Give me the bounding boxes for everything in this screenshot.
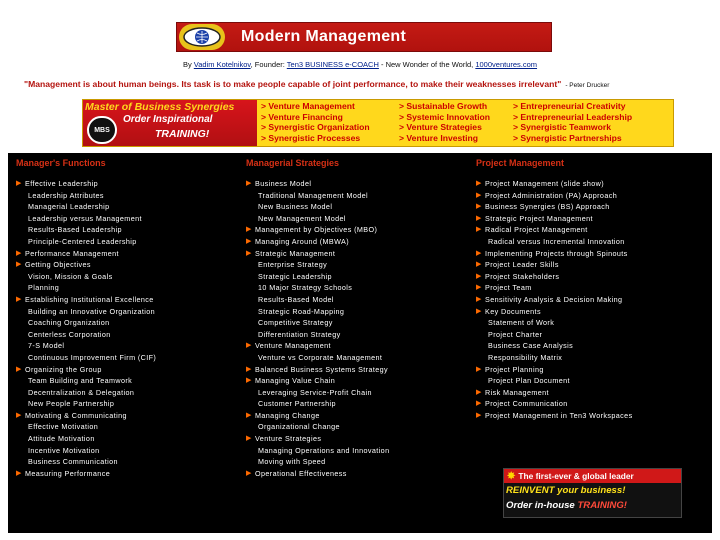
- topic-link[interactable]: [246, 178, 470, 190]
- topic-link[interactable]: [16, 306, 240, 318]
- topic-link[interactable]: [246, 445, 470, 457]
- topic-label: Venture vs Corporate Management: [258, 352, 383, 362]
- topic-label: Centerless Corporation: [28, 329, 111, 339]
- arrow-right-icon: ▶: [476, 203, 482, 211]
- topic-link[interactable]: [16, 468, 240, 480]
- topic-label: Decentralization & Delegation: [28, 387, 135, 397]
- topic-link[interactable]: [16, 433, 240, 445]
- arrow-right-icon: ▶: [16, 411, 22, 419]
- topic-label: Project Administration (PA) Approach: [485, 190, 618, 200]
- topic-label: Implementing Projects through Spinouts: [485, 248, 628, 258]
- topic-link[interactable]: [246, 468, 470, 480]
- mbs-heading: Master of Business Synergies: [85, 101, 235, 113]
- column-managers-functions: [16, 157, 240, 479]
- arrow-right-icon: ▶: [476, 214, 482, 222]
- topic-label: Management by Objectives (MBO): [255, 225, 378, 235]
- topic-label: Establishing Institutional Excellence: [25, 294, 154, 304]
- topic-label: Attitude Motivation: [28, 434, 95, 444]
- mbs-link[interactable]: > Entrepreneurial Creativity: [513, 101, 626, 111]
- topic-label: Project Charter: [488, 329, 543, 339]
- topic-link[interactable]: [246, 375, 470, 387]
- topic-link[interactable]: [476, 236, 704, 248]
- topic-link[interactable]: [246, 456, 470, 468]
- topic-link[interactable]: [476, 410, 704, 422]
- arrow-right-icon: ▶: [246, 180, 252, 187]
- arrow-right-icon: ▶: [16, 261, 22, 269]
- topic-link[interactable]: [246, 352, 470, 364]
- mbs-link[interactable]: > Sustainable Growth: [399, 101, 488, 111]
- mbs-link[interactable]: > Synergistic Organization: [261, 122, 370, 132]
- topic-label: Coaching Organization: [28, 318, 110, 328]
- topic-label: New Management Model: [258, 213, 346, 223]
- mbs-link[interactable]: > Entrepreneurial Leadership: [513, 111, 633, 122]
- topic-label: Motivating & Communicating: [25, 410, 127, 420]
- byline-post: - New Wonder of the World,: [378, 60, 476, 69]
- topic-label: New People Partnership: [28, 399, 115, 409]
- column-items: [476, 178, 704, 421]
- topic-label: Balanced Business Systems Strategy: [255, 364, 389, 374]
- topic-label: Team Building and Teamwork: [28, 376, 133, 386]
- arrow-right-icon: ▶: [476, 400, 482, 408]
- arrow-right-icon: ▶: [16, 249, 22, 257]
- topic-link[interactable]: [16, 410, 240, 422]
- topic-label: Getting Objectives: [25, 260, 91, 270]
- mbs-promo[interactable]: [83, 100, 257, 146]
- topic-link[interactable]: [246, 329, 470, 341]
- arrow-right-icon: ▶: [476, 388, 482, 396]
- arrow-right-icon: ▶: [246, 469, 252, 477]
- topic-label: Sensitivity Analysis & Decision Making: [485, 294, 623, 304]
- topic-label: Statement of Work: [488, 318, 555, 328]
- topic-link[interactable]: [476, 213, 704, 225]
- topic-link[interactable]: [16, 236, 240, 248]
- arrow-right-icon: ▶: [16, 295, 22, 303]
- topic-link[interactable]: [16, 224, 240, 236]
- topic-label: Managing Around (MBWA): [255, 236, 350, 246]
- arrow-right-icon: ▶: [476, 226, 482, 234]
- topic-link[interactable]: [246, 294, 470, 306]
- column-heading: Managerial Strategies: [246, 158, 340, 168]
- topic-link[interactable]: [246, 190, 470, 202]
- topic-link[interactable]: [476, 282, 704, 294]
- topic-label: Managing Change: [255, 410, 320, 420]
- topic-label: Moving with Speed: [258, 457, 326, 467]
- column-managerial-strategies: [246, 157, 470, 479]
- mbs-link[interactable]: > Venture Management: [261, 101, 355, 111]
- promo-middle: REINVENT your business!: [506, 485, 626, 496]
- topic-label: Project Planning: [485, 364, 544, 374]
- topic-label: Traditional Management Model: [258, 190, 369, 200]
- mbs-links: [261, 101, 673, 143]
- mbs-link[interactable]: > Systemic Innovation: [399, 111, 490, 122]
- topic-link[interactable]: [16, 445, 240, 457]
- topic-label: Business Synergies (BS) Approach: [485, 202, 610, 212]
- topic-label: Venture Management: [255, 341, 331, 351]
- topic-link[interactable]: [476, 271, 704, 283]
- topic-link[interactable]: [246, 306, 470, 318]
- topic-link[interactable]: [476, 201, 704, 213]
- eye-logo-icon: [179, 24, 225, 50]
- topic-label: 10 Major Strategy Schools: [258, 283, 353, 293]
- topic-link[interactable]: [246, 236, 470, 248]
- site-link[interactable]: 1000ventures.com: [475, 60, 538, 69]
- topic-link[interactable]: [476, 259, 704, 271]
- arrow-right-icon: ▶: [16, 365, 22, 373]
- topic-label: Venture Strategies: [255, 434, 322, 444]
- promo-training: TRAINING!: [577, 500, 627, 511]
- topic-link[interactable]: [476, 294, 704, 306]
- topic-label: Operational Effectiveness: [255, 468, 347, 478]
- topic-label: Effective Leadership: [25, 179, 98, 188]
- topic-link[interactable]: [16, 352, 240, 364]
- topic-link[interactable]: [246, 282, 470, 294]
- byline: [8, 60, 712, 69]
- topic-link[interactable]: [16, 421, 240, 433]
- topic-link[interactable]: [246, 387, 470, 399]
- topic-link[interactable]: [476, 375, 704, 387]
- arrow-right-icon: ▶: [476, 249, 482, 257]
- quote-text: "Management is about human beings. Its task is to make people capable of joint performance, to make their weaknesses irrelevant": [24, 79, 562, 89]
- topic-label: Project Communication: [485, 399, 568, 409]
- topic-label: New Business Model: [258, 202, 333, 212]
- topic-label: Strategic Road-Mapping: [258, 306, 345, 316]
- topic-label: Incentive Motivation: [28, 445, 100, 455]
- topic-label: Customer Partnership: [258, 399, 336, 409]
- topic-link[interactable]: [16, 213, 240, 225]
- reinvent-promo-banner[interactable]: [503, 468, 682, 518]
- topic-link[interactable]: [16, 456, 240, 468]
- mbs-link[interactable]: > Synergistic Partnerships: [513, 132, 622, 143]
- topic-label: Organizational Change: [258, 422, 340, 432]
- byline-mid: , Founder:: [250, 60, 287, 69]
- topic-link[interactable]: [16, 259, 240, 271]
- arrow-right-icon: ▶: [246, 226, 252, 234]
- topic-link[interactable]: [246, 248, 470, 260]
- topics-panel: [8, 153, 712, 533]
- topic-link[interactable]: [16, 201, 240, 213]
- mbs-link[interactable]: > Venture Strategies: [399, 122, 482, 132]
- mbs-link[interactable]: > Venture Investing: [399, 132, 479, 143]
- mbs-training-line: TRAINING!: [155, 128, 210, 140]
- topic-label: 7-S Model: [28, 341, 65, 351]
- topic-label: Principle-Centered Leadership: [28, 236, 137, 246]
- topic-label: Strategic Project Management: [485, 213, 593, 223]
- topic-label: Leadership versus Management: [28, 213, 142, 223]
- arrow-right-icon: ▶: [246, 411, 252, 419]
- promo-bottom: [506, 500, 627, 511]
- topic-label: Project Management in Ten3 Workspaces: [485, 410, 633, 420]
- topic-label: Project Leader Skills: [485, 260, 559, 270]
- mbs-link[interactable]: > Synergistic Teamwork: [513, 122, 611, 132]
- topic-label: Effective Motivation: [28, 422, 99, 432]
- arrow-right-icon: ▶: [16, 469, 22, 477]
- topic-label: Results-Based Model: [258, 294, 334, 304]
- column-items: [16, 178, 240, 479]
- topic-label: Competitive Strategy: [258, 318, 333, 328]
- topic-link[interactable]: [476, 248, 704, 260]
- topic-link[interactable]: [246, 259, 470, 271]
- topic-link[interactable]: [246, 410, 470, 422]
- topic-link[interactable]: [246, 213, 470, 225]
- topic-label: Project Stakeholders: [485, 271, 560, 281]
- topic-link[interactable]: [476, 329, 704, 341]
- topic-link[interactable]: [476, 224, 704, 236]
- topic-link[interactable]: [246, 421, 470, 433]
- topic-link[interactable]: [246, 340, 470, 352]
- topic-label: Business Case Analysis: [488, 341, 574, 351]
- arrow-right-icon: ▶: [476, 261, 482, 269]
- topic-link[interactable]: [16, 178, 240, 190]
- arrow-right-icon: ▶: [476, 191, 482, 199]
- topic-link[interactable]: [476, 178, 704, 190]
- topic-label: Business Communication: [28, 457, 118, 467]
- promo-top: [504, 469, 681, 483]
- mbs-badge-icon: MBS: [87, 116, 117, 144]
- topic-label: Building an Innovative Organization: [28, 306, 156, 316]
- topic-label: Responsibility Matrix: [488, 352, 563, 362]
- topic-link[interactable]: [16, 271, 240, 283]
- mbs-training-banner[interactable]: [82, 99, 674, 147]
- topic-label: Performance Management: [25, 248, 119, 258]
- topic-link[interactable]: [476, 352, 704, 364]
- arrow-right-icon: ▶: [476, 365, 482, 373]
- arrow-right-icon: ▶: [476, 272, 482, 280]
- topic-link[interactable]: [16, 398, 240, 410]
- promo-bottom-text: Order in-house: [506, 500, 578, 511]
- arrow-right-icon: ▶: [476, 284, 482, 292]
- topic-link[interactable]: [476, 317, 704, 329]
- star-icon: ✸: [507, 470, 516, 482]
- topic-link[interactable]: [476, 190, 704, 202]
- topic-label: Leveraging Service-Profit Chain: [258, 387, 372, 397]
- topic-link[interactable]: [246, 201, 470, 213]
- topic-link[interactable]: [476, 364, 704, 376]
- topic-label: Key Documents: [485, 306, 541, 316]
- topic-label: Enterprise Strategy: [258, 260, 328, 270]
- column-heading: Manager's Functions: [16, 158, 106, 168]
- topic-link[interactable]: [16, 387, 240, 399]
- site-banner[interactable]: [176, 22, 552, 52]
- topic-label: Project Plan Document: [488, 376, 570, 386]
- topic-link[interactable]: [246, 364, 470, 376]
- topic-link[interactable]: [16, 317, 240, 329]
- column-project-management: [476, 157, 704, 421]
- topic-link[interactable]: [16, 190, 240, 202]
- topic-link[interactable]: [16, 248, 240, 260]
- topic-link[interactable]: [476, 398, 704, 410]
- arrow-right-icon: ▶: [16, 180, 22, 187]
- drucker-quote: [24, 79, 712, 89]
- byline-prefix: By: [182, 60, 194, 69]
- topic-link[interactable]: [246, 398, 470, 410]
- mbs-link[interactable]: > Venture Financing: [261, 111, 343, 122]
- arrow-right-icon: ▶: [246, 377, 252, 385]
- topic-label: Results-Based Leadership: [28, 225, 122, 235]
- topic-label: Vision, Mission & Goals: [28, 271, 113, 281]
- arrow-right-icon: ▶: [246, 249, 252, 257]
- topic-link[interactable]: [476, 340, 704, 352]
- arrow-right-icon: ▶: [246, 365, 252, 373]
- mbs-link[interactable]: > Synergistic Processes: [261, 132, 361, 143]
- topic-label: Strategic Management: [255, 248, 336, 258]
- topic-link[interactable]: [16, 282, 240, 294]
- topic-label: Managing Value Chain: [255, 376, 336, 386]
- topic-label: Business Model: [255, 179, 312, 188]
- topic-label: Planning: [28, 283, 60, 293]
- quote-attribution: - Peter Drucker: [565, 82, 610, 89]
- mbs-order-line: Order Inspirational: [123, 114, 213, 125]
- topic-label: Organizing the Group: [25, 364, 102, 374]
- arrow-right-icon: ▶: [246, 342, 252, 350]
- topic-link[interactable]: [16, 375, 240, 387]
- arrow-right-icon: ▶: [476, 411, 482, 419]
- topic-link[interactable]: [476, 306, 704, 318]
- topic-label: Radical versus Incremental Innovation: [488, 236, 625, 246]
- topic-label: Risk Management: [485, 387, 549, 397]
- arrow-right-icon: ▶: [476, 180, 482, 187]
- author-link[interactable]: Vadim Kotelnikov: [193, 60, 251, 69]
- topic-label: Managerial Leadership: [28, 202, 110, 212]
- topic-label: Continuous Improvement Firm (CIF): [28, 352, 157, 362]
- topic-link[interactable]: [16, 294, 240, 306]
- topic-label: Strategic Leadership: [258, 271, 332, 281]
- topic-label: Managing Operations and Innovation: [258, 445, 390, 455]
- topic-label: Radical Project Management: [485, 225, 588, 235]
- topic-link[interactable]: [246, 271, 470, 283]
- promo-top-text: The first-ever & global leader: [518, 471, 634, 481]
- topic-link[interactable]: [246, 433, 470, 445]
- topic-link[interactable]: [16, 340, 240, 352]
- topic-link[interactable]: [16, 329, 240, 341]
- topic-label: Leadership Attributes: [28, 190, 104, 200]
- topic-link[interactable]: [246, 224, 470, 236]
- topic-label: Differentiation Strategy: [258, 329, 341, 339]
- arrow-right-icon: ▶: [246, 237, 252, 245]
- arrow-right-icon: ▶: [246, 435, 252, 443]
- topic-label: Project Team: [485, 283, 532, 293]
- ten3-link[interactable]: Ten3 BUSINESS e-COACH: [286, 60, 379, 69]
- topic-label: Measuring Performance: [25, 468, 111, 478]
- topic-link[interactable]: [476, 387, 704, 399]
- column-heading: Project Management: [476, 158, 565, 168]
- topic-link[interactable]: [246, 317, 470, 329]
- column-items: [246, 178, 470, 479]
- site-title: Modern Management: [241, 28, 407, 45]
- topic-link[interactable]: [16, 364, 240, 376]
- arrow-right-icon: ▶: [476, 307, 482, 315]
- arrow-right-icon: ▶: [476, 295, 482, 303]
- topic-label: Project Management (slide show): [485, 179, 605, 188]
